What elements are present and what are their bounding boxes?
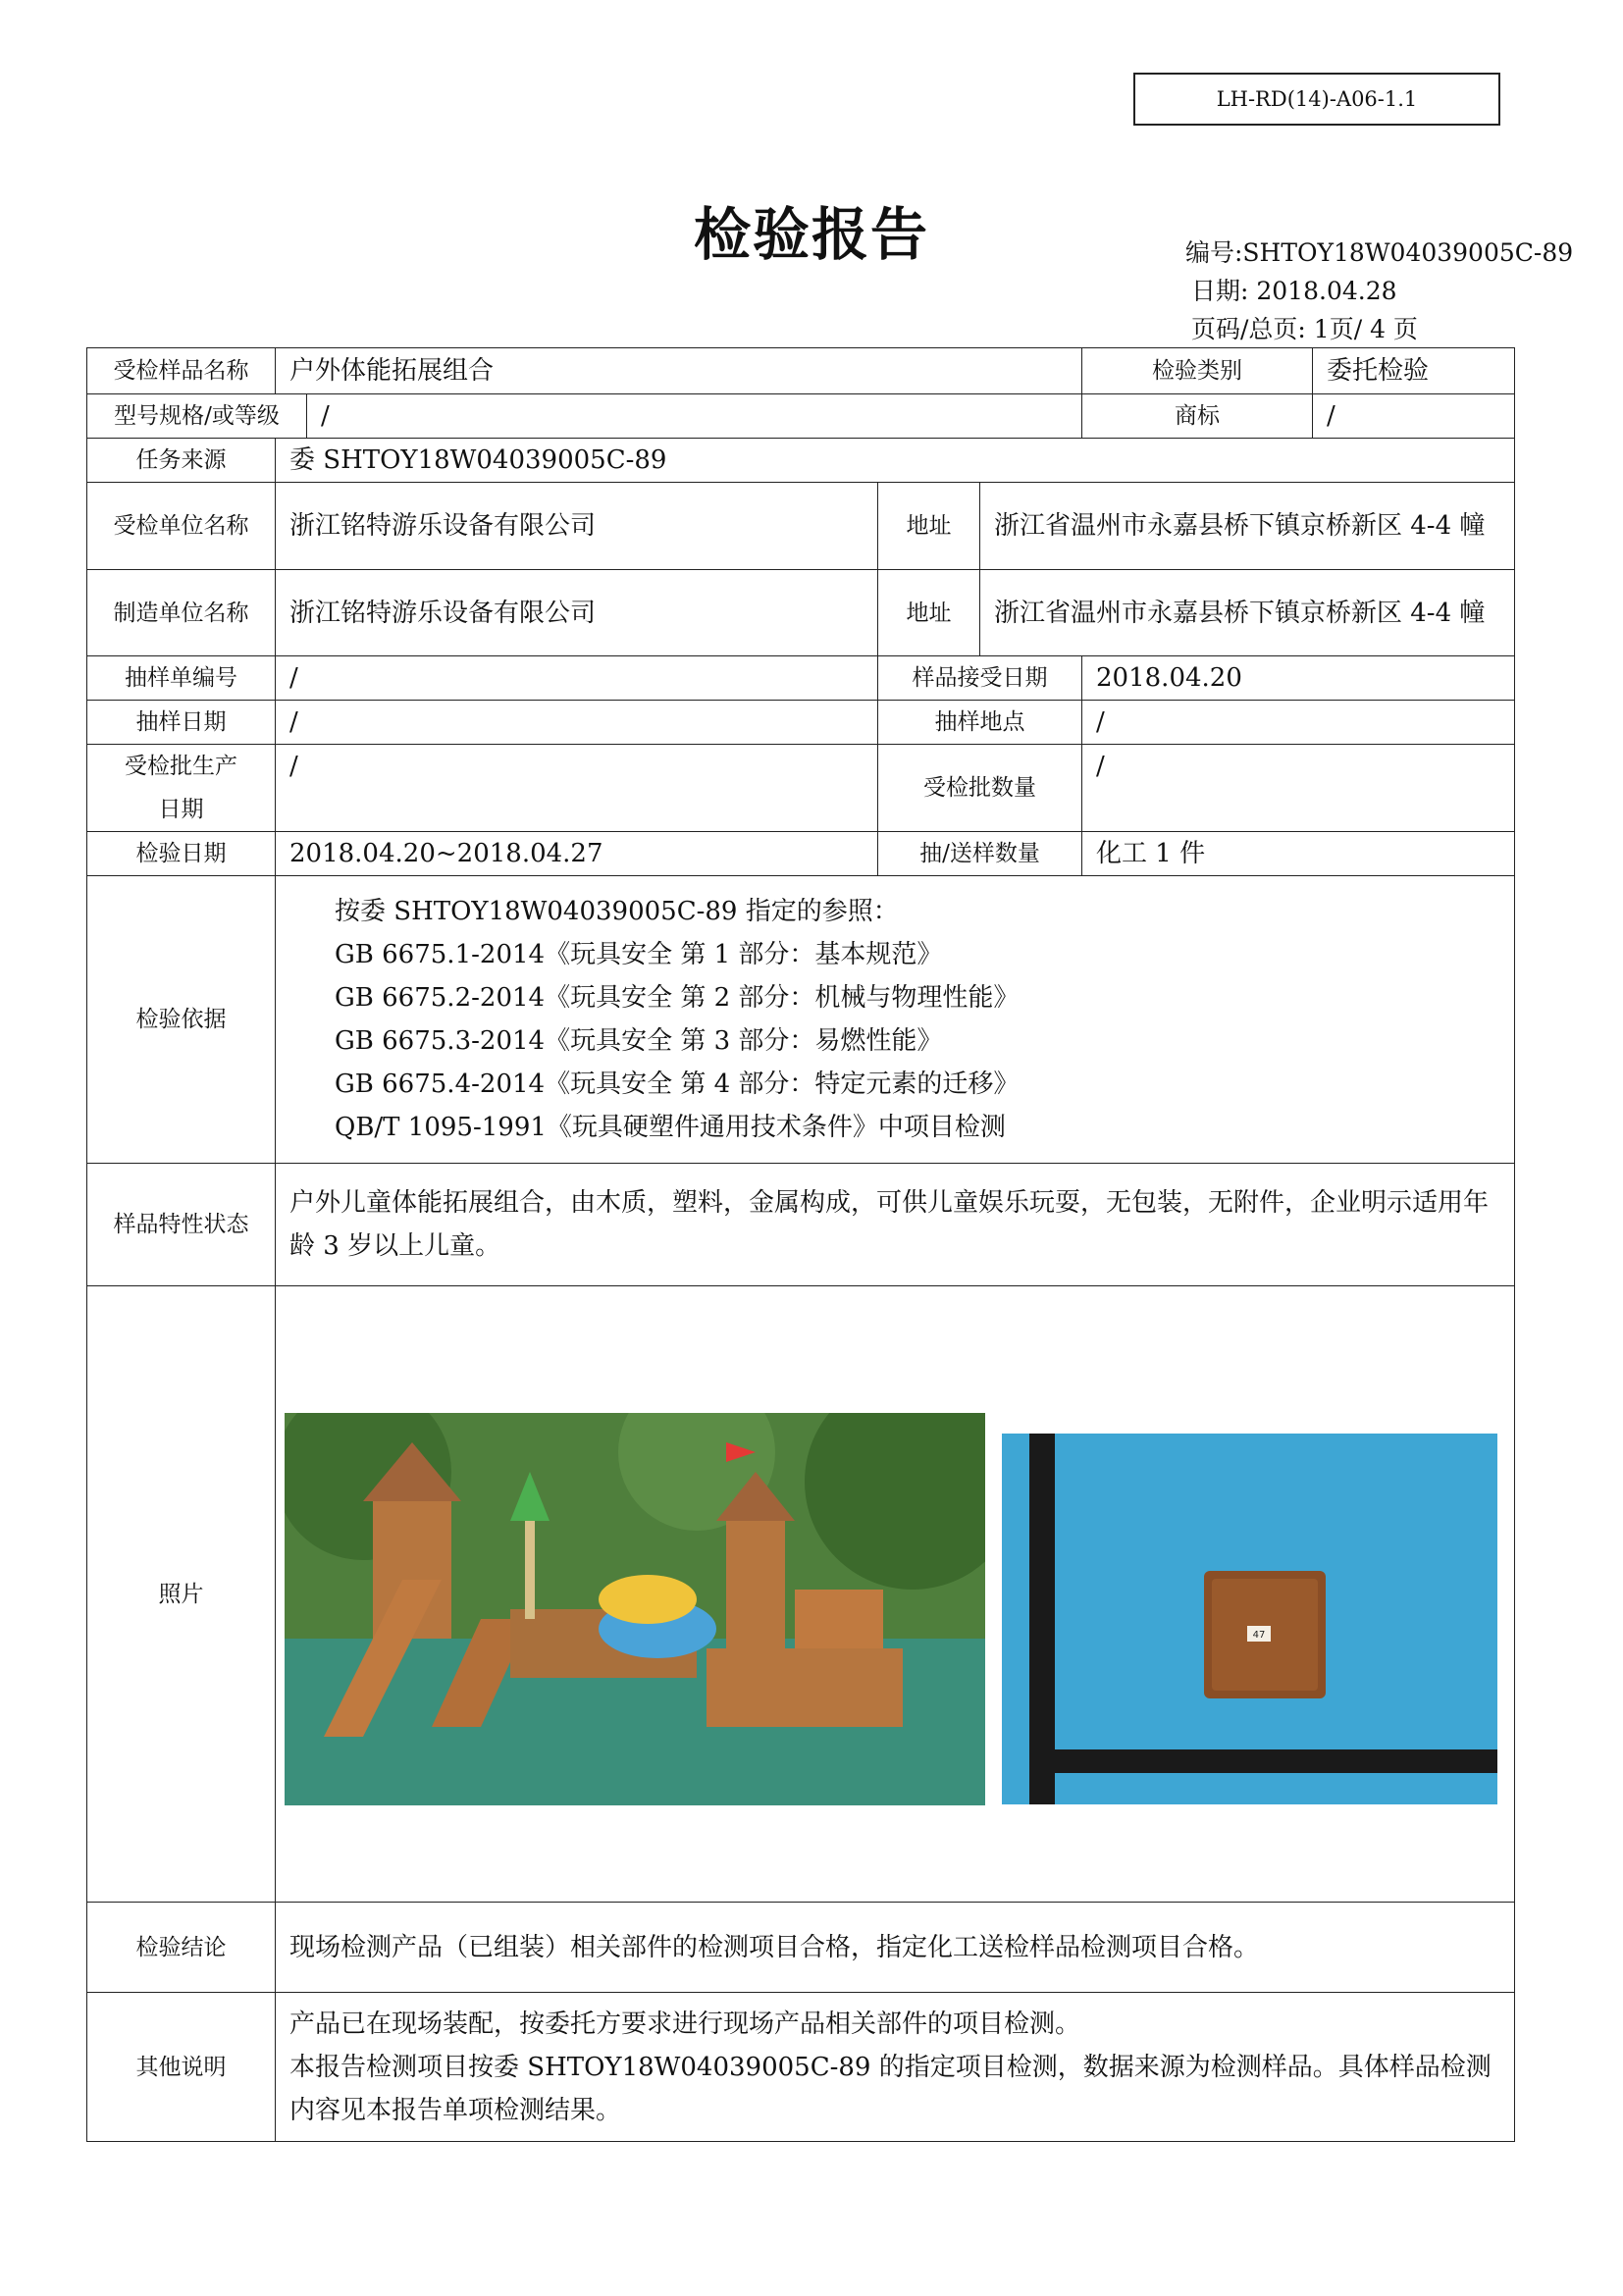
conclusion-label: 检验结论 — [87, 1903, 276, 1993]
trademark-label: 商标 — [1082, 394, 1313, 439]
batch-qty-value: / — [1082, 745, 1515, 832]
basis-line: GB 6675.1-2014《玩具安全 第 1 部分：基本规范》 — [335, 940, 943, 969]
basis-line: GB 6675.3-2014《玩具安全 第 3 部分：易燃性能》 — [335, 1026, 943, 1056]
sampling-date-label: 抽样日期 — [87, 701, 276, 745]
manufacturer-label: 制造单位名称 — [87, 570, 276, 656]
table-row — [87, 394, 1515, 439]
sampling-date-value: / — [276, 701, 878, 745]
remarks-line: 本报告检测项目按委 SHTOY18W04039005C-89 的指定项目检测，数据来源为检测样品。具体样品检测内容见本报告单项检测结果。 — [289, 2052, 1492, 2125]
sample-name-value: 户外体能拓展组合 — [276, 348, 1082, 394]
remarks-line: 产品已在现场装配，按委托方要求进行现场产品相关部件的项目检测。 — [289, 2009, 1081, 2039]
table-row — [87, 701, 1515, 745]
basis-line: QB/T 1095-1991《玩具硬塑件通用技术条件》中项目检测 — [335, 1113, 1006, 1142]
batch-date-label — [87, 745, 276, 832]
report-title: 检验报告 — [693, 201, 929, 268]
inspection-date-label: 检验日期 — [87, 832, 276, 876]
table-row — [87, 745, 1515, 832]
table-row — [87, 1164, 1515, 1286]
table-row — [87, 832, 1515, 876]
trademark-value: / — [1313, 394, 1515, 439]
batch-date-label-line1: 受检批生产 — [125, 754, 237, 779]
sample-state-label: 样品特性状态 — [87, 1164, 276, 1286]
basis-label: 检验依据 — [87, 876, 276, 1164]
document-code: LH-RD(14)-A06-1.1 — [1216, 87, 1418, 111]
report-meta — [1178, 234, 1573, 348]
sample-qty-label: 抽/送样数量 — [878, 832, 1082, 876]
sample-tag-label: 47 — [1252, 1630, 1266, 1641]
batch-date-label-line2: 日期 — [158, 797, 204, 822]
table-row — [87, 1903, 1515, 1993]
task-source-value: 委 SHTOY18W04039005C-89 — [276, 439, 1515, 483]
client-unit-value: 浙江铭特游乐设备有限公司 — [276, 483, 878, 570]
sampling-place-value: / — [1082, 701, 1515, 745]
conclusion-value: 现场检测产品（已组装）相关部件的检测项目合格，指定化工送检样品检测项目合格。 — [276, 1903, 1515, 1993]
manufacturer-address-value: 浙江省温州市永嘉县桥下镇京桥新区 4-4 幢 — [980, 570, 1515, 656]
remarks-cell — [276, 1993, 1515, 2142]
sample-qty-value: 化工 1 件 — [1082, 832, 1515, 876]
table-row — [87, 656, 1515, 701]
task-source-label: 任务来源 — [87, 439, 276, 483]
playground-photo — [285, 1413, 985, 1805]
model-spec-value: / — [307, 394, 1082, 439]
inspection-type-label: 检验类别 — [1082, 348, 1313, 394]
client-unit-label: 受检单位名称 — [87, 483, 276, 570]
receive-date-value: 2018.04.20 — [1082, 656, 1515, 701]
page-count: 页码/总页: 1页/ 4 页 — [1191, 315, 1418, 343]
photos-area — [276, 1307, 1514, 1881]
sampling-no-value: / — [276, 656, 878, 701]
table-row — [87, 1286, 1515, 1903]
sample-state-value: 户外儿童体能拓展组合，由木质，塑料，金属构成，可供儿童娱乐玩耍，无包装，无附件，企业明示适用年龄 3 岁以上儿童。 — [276, 1164, 1515, 1286]
inspection-date-value: 2018.04.20~2018.04.27 — [276, 832, 878, 876]
table-row — [87, 439, 1515, 483]
manufacturer-address-label: 地址 — [878, 570, 980, 656]
batch-date-value: / — [276, 745, 878, 832]
table-row — [87, 348, 1515, 394]
basis-line: GB 6675.4-2014《玩具安全 第 4 部分：特定元素的迁移》 — [335, 1070, 1020, 1099]
sample-block-illustration — [1002, 1434, 1497, 1804]
sample-name-label: 受检样品名称 — [87, 348, 276, 394]
document-code-box — [1133, 73, 1500, 126]
photos-label: 照片 — [87, 1286, 276, 1903]
photos-cell — [276, 1286, 1515, 1903]
sampling-no-label: 抽样单编号 — [87, 656, 276, 701]
basis-cell — [276, 876, 1515, 1164]
remarks-label: 其他说明 — [87, 1993, 276, 2142]
batch-qty-label: 受检批数量 — [878, 745, 1082, 832]
basis-line: 按委 SHTOY18W04039005C-89 指定的参照： — [335, 897, 899, 926]
report-number: 编号:SHTOY18W04039005C-89 — [1185, 238, 1574, 267]
report-table — [86, 347, 1515, 2142]
table-row — [87, 483, 1515, 570]
table-row — [87, 1993, 1515, 2142]
table-row — [87, 570, 1515, 656]
playground-illustration — [285, 1413, 985, 1805]
client-address-label: 地址 — [878, 483, 980, 570]
sample-block-photo — [1002, 1434, 1497, 1804]
model-spec-label: 型号规格/或等级 — [87, 394, 307, 439]
sampling-place-label: 抽样地点 — [878, 701, 1082, 745]
inspection-type-value: 委托检验 — [1313, 348, 1515, 394]
manufacturer-value: 浙江铭特游乐设备有限公司 — [276, 570, 878, 656]
receive-date-label: 样品接受日期 — [878, 656, 1082, 701]
client-address-value: 浙江省温州市永嘉县桥下镇京桥新区 4-4 幢 — [980, 483, 1515, 570]
report-date: 日期: 2018.04.28 — [1191, 277, 1397, 305]
basis-list — [289, 890, 1500, 1149]
table-row — [87, 876, 1515, 1164]
basis-line: GB 6675.2-2014《玩具安全 第 2 部分：机械与物理性能》 — [335, 983, 1020, 1013]
